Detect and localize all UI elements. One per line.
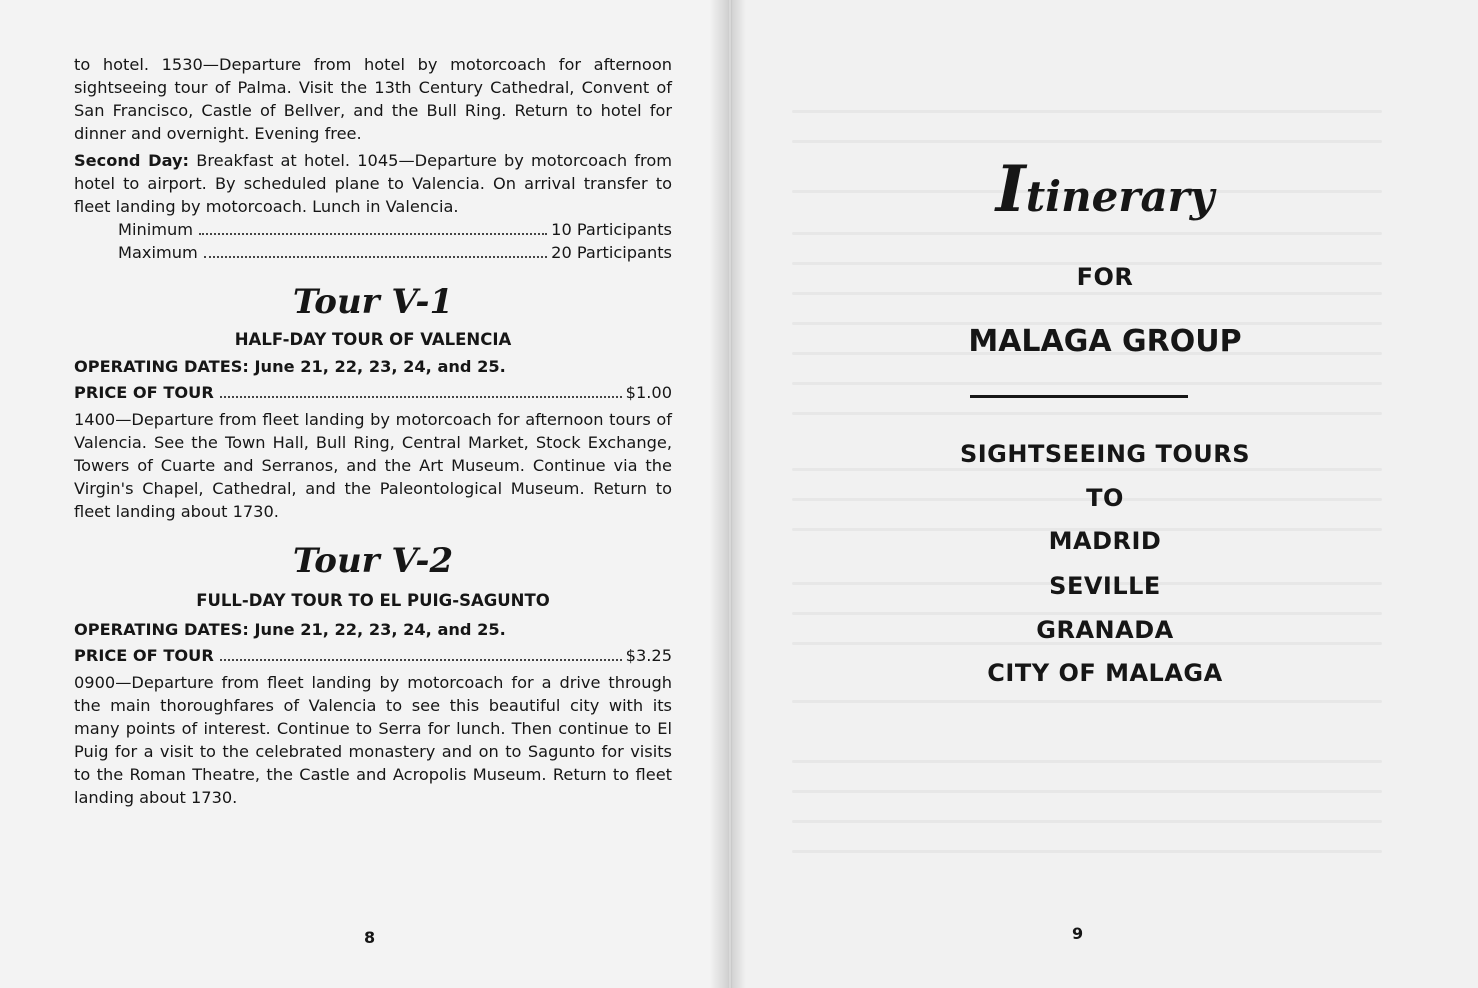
tour-v1-price-row bbox=[74, 381, 672, 404]
destination-madrid: MADRID bbox=[1048, 527, 1162, 555]
tour-v2-subtitle: FULL-DAY TOUR TO EL PUIG-SAGUNTO bbox=[196, 591, 550, 610]
for-label: FOR bbox=[1076, 263, 1134, 291]
tour-v1-operating-dates: OPERATING DATES: June 21, 22, 23, 24, and 25. bbox=[74, 357, 506, 376]
destination-seville: SEVILLE bbox=[1049, 572, 1161, 600]
tour-v2-title: Tour V-2 bbox=[292, 541, 454, 581]
tour-v1-price-value: $1.00 bbox=[625, 383, 672, 402]
divider-rule bbox=[970, 395, 1188, 398]
minimum-row bbox=[74, 218, 672, 241]
intro-paragraph: to hotel. 1530—Departure from hotel by motorcoach for afternoon sightseeing tour of Palma. Visit the 13th Century Cathedral, Convent of San Francisco, Castle of Bellver, and the Bull Ring. Return to hotel for dinner and overnight. Evening free. bbox=[74, 55, 672, 143]
minimum-value: 10 Participants bbox=[551, 220, 672, 239]
dot-leader bbox=[204, 256, 547, 258]
gutter-shadow bbox=[710, 0, 728, 988]
tour-v2-operating-dates: OPERATING DATES: June 21, 22, 23, 24, and 25. bbox=[74, 620, 506, 639]
minimum-label: Minimum bbox=[118, 220, 194, 239]
tour-v1-description: 1400—Departure from fleet landing by motorcoach for afternoon tours of Valencia. See the Town Hall, Bull Ring, Central Market, Stock Exchange, Towers of Cuarte and Serranos, and the Art Museum. Continue via the Virgin's Chapel, Cathedral, and the Paleontological Museum. Return to fleet landing about 1730. bbox=[74, 410, 672, 521]
maximum-value: 20 Participants bbox=[551, 243, 672, 262]
second-day-paragraph bbox=[74, 149, 672, 218]
page-number-right: 9 bbox=[1072, 924, 1084, 943]
tour-v2-price-value: $3.25 bbox=[625, 646, 672, 665]
itinerary-initial: I bbox=[995, 152, 1026, 227]
tour-v2-description: 0900—Departure from fleet landing by motorcoach for a drive through the main thoroughfares of Valencia to see this beautiful city with its many points of interest. Continue to Serra for lunch. Then continue to El Puig for a visit to the celebrated monastery and on to Sagunto for visits to the Roman Theatre, the Castle and Acropolis Museum. Return to fleet landing about 1730. bbox=[74, 673, 672, 807]
tour-v1-price-label: PRICE OF TOUR bbox=[74, 383, 214, 402]
second-day-label: Second Day: bbox=[74, 151, 190, 170]
tour-v2-price-label: PRICE OF TOUR bbox=[74, 646, 214, 665]
tour-v1-subtitle: HALF-DAY TOUR OF VALENCIA bbox=[234, 330, 512, 349]
group-name: MALAGA GROUP bbox=[968, 324, 1242, 359]
dot-leader bbox=[220, 659, 622, 661]
left-page bbox=[0, 0, 729, 988]
tour-v2-price-row bbox=[74, 644, 672, 667]
maximum-label: Maximum bbox=[118, 243, 198, 262]
page-number-left: 8 bbox=[364, 928, 376, 947]
itinerary-heading bbox=[732, 152, 1478, 227]
tour-v1-title: Tour V-1 bbox=[292, 282, 454, 322]
destination-granada: GRANADA bbox=[1036, 616, 1174, 644]
to-label: TO bbox=[1086, 484, 1124, 512]
sightseeing-heading: SIGHTSEEING TOURS bbox=[959, 440, 1251, 468]
dot-leader bbox=[220, 396, 622, 398]
maximum-row bbox=[74, 241, 672, 264]
dot-leader bbox=[199, 233, 547, 235]
second-day-text: Breakfast at hotel. 1045—Departure by motorcoach from hotel to airport. By scheduled plane to Valencia. On arrival transfer to fleet landing by motorcoach. Lunch in Valencia. bbox=[74, 151, 672, 216]
right-page bbox=[732, 0, 1478, 988]
itinerary-rest: tinerary bbox=[1025, 172, 1215, 221]
destination-city-of-malaga: CITY OF MALAGA bbox=[987, 659, 1223, 687]
left-page-text bbox=[74, 53, 672, 809]
